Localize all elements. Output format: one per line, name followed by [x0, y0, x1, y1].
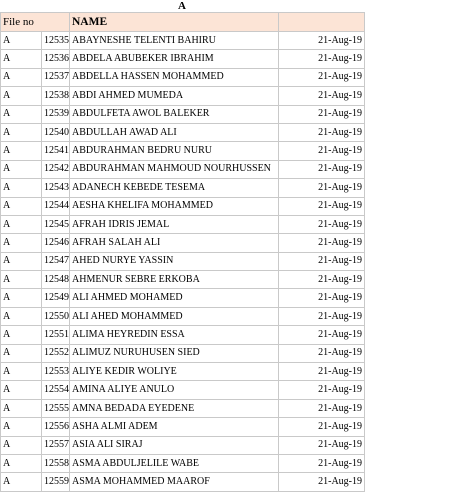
category-cell[interactable]: A: [1, 123, 42, 141]
category-cell[interactable]: A: [1, 289, 42, 307]
date-cell[interactable]: 21-Aug-19: [279, 179, 365, 197]
file-number-cell[interactable]: 12545: [42, 215, 70, 233]
name-cell[interactable]: ALIYE KEDIR WOLIYE: [70, 363, 279, 381]
category-cell[interactable]: A: [1, 50, 42, 68]
date-cell[interactable]: 21-Aug-19: [279, 418, 365, 436]
file-number-cell[interactable]: 12555: [42, 399, 70, 417]
file-number-cell[interactable]: 12543: [42, 179, 70, 197]
table-row: [1, 418, 365, 436]
name-cell[interactable]: ASIA ALI SIRAJ: [70, 436, 279, 454]
category-cell[interactable]: A: [1, 307, 42, 325]
name-cell[interactable]: ABAYNESHE TELENTI BAHIRU: [70, 32, 279, 50]
file-number-cell[interactable]: 12537: [42, 68, 70, 86]
name-cell[interactable]: ALIMUZ NURUHUSEN SIED: [70, 344, 279, 362]
category-cell[interactable]: A: [1, 215, 42, 233]
file-number-cell[interactable]: 12539: [42, 105, 70, 123]
table-row: [1, 473, 365, 491]
name-cell[interactable]: ABDURAHMAN MAHMOUD NOURHUSSEN: [70, 160, 279, 178]
name-cell[interactable]: ABDI AHMED MUMEDA: [70, 87, 279, 105]
date-cell[interactable]: 21-Aug-19: [279, 50, 365, 68]
category-cell[interactable]: A: [1, 418, 42, 436]
name-cell[interactable]: ASMA ABDULJELILE WABE: [70, 454, 279, 472]
file-no-header: File no: [1, 13, 70, 32]
date-cell[interactable]: 21-Aug-19: [279, 215, 365, 233]
date-cell[interactable]: 21-Aug-19: [279, 252, 365, 270]
name-cell[interactable]: ABDELA ABUBEKER IBRAHIM: [70, 50, 279, 68]
name-cell[interactable]: ASHA ALMI ADEM: [70, 418, 279, 436]
category-cell[interactable]: A: [1, 32, 42, 50]
category-cell[interactable]: A: [1, 197, 42, 215]
table-row: [1, 436, 365, 454]
table-row: [1, 215, 365, 233]
date-cell[interactable]: 21-Aug-19: [279, 32, 365, 50]
file-number-cell[interactable]: 12552: [42, 344, 70, 362]
category-cell[interactable]: A: [1, 381, 42, 399]
table-row: [1, 399, 365, 417]
table-row: [1, 271, 365, 289]
file-number-cell[interactable]: 12546: [42, 234, 70, 252]
category-cell[interactable]: A: [1, 142, 42, 160]
name-cell[interactable]: AMINA ALIYE ANULO: [70, 381, 279, 399]
category-cell[interactable]: A: [1, 87, 42, 105]
name-cell[interactable]: ASMA MOHAMMED MAAROF: [70, 473, 279, 491]
table-row: [1, 197, 365, 215]
records-table: [0, 12, 365, 492]
name-cell[interactable]: ABDURAHMAN BEDRU NURU: [70, 142, 279, 160]
table-row: [1, 363, 365, 381]
date-cell[interactable]: 21-Aug-19: [279, 87, 365, 105]
name-cell[interactable]: AMNA BEDADA EYEDENE: [70, 399, 279, 417]
date-cell[interactable]: 21-Aug-19: [279, 197, 365, 215]
file-number-cell[interactable]: 12558: [42, 454, 70, 472]
category-cell[interactable]: A: [1, 160, 42, 178]
name-cell[interactable]: ALIMA HEYREDIN ESSA: [70, 326, 279, 344]
category-cell[interactable]: A: [1, 399, 42, 417]
file-number-cell[interactable]: 12535: [42, 32, 70, 50]
name-cell[interactable]: ABDELLA HASSEN MOHAMMED: [70, 68, 279, 86]
table-row: [1, 289, 365, 307]
date-cell[interactable]: 21-Aug-19: [279, 307, 365, 325]
table-row: [1, 381, 365, 399]
table-row: [1, 454, 365, 472]
category-cell[interactable]: A: [1, 105, 42, 123]
date-cell[interactable]: 21-Aug-19: [279, 105, 365, 123]
file-number-cell[interactable]: 12548: [42, 271, 70, 289]
name-cell[interactable]: ALI AHMED MOHAMED: [70, 289, 279, 307]
table-row: [1, 307, 365, 325]
date-cell[interactable]: 21-Aug-19: [279, 123, 365, 141]
date-cell[interactable]: 21-Aug-19: [279, 473, 365, 491]
table-row: [1, 87, 365, 105]
name-header: NAME: [70, 13, 279, 32]
name-cell[interactable]: ABDULLAH AWAD ALI: [70, 123, 279, 141]
file-number-cell[interactable]: 12553: [42, 363, 70, 381]
name-cell[interactable]: ADANECH KEBEDE TESEMA: [70, 179, 279, 197]
name-cell[interactable]: AESHA KHELIFA MOHAMMED: [70, 197, 279, 215]
category-cell[interactable]: A: [1, 68, 42, 86]
date-cell[interactable]: 21-Aug-19: [279, 160, 365, 178]
file-number-cell[interactable]: 12559: [42, 473, 70, 491]
date-cell[interactable]: 21-Aug-19: [279, 454, 365, 472]
sheet-title: A: [178, 0, 186, 12]
date-cell[interactable]: 21-Aug-19: [279, 344, 365, 362]
date-cell[interactable]: 21-Aug-19: [279, 381, 365, 399]
file-number-cell[interactable]: 12541: [42, 142, 70, 160]
file-number-cell[interactable]: 12542: [42, 160, 70, 178]
table-row: [1, 234, 365, 252]
date-cell[interactable]: 21-Aug-19: [279, 271, 365, 289]
table-row: [1, 179, 365, 197]
table-row: [1, 160, 365, 178]
category-cell[interactable]: A: [1, 363, 42, 381]
table-row: [1, 32, 365, 50]
name-cell[interactable]: AHED NURYE YASSIN: [70, 252, 279, 270]
date-cell[interactable]: 21-Aug-19: [279, 363, 365, 381]
category-cell[interactable]: A: [1, 326, 42, 344]
table-header-row: [1, 13, 365, 32]
file-number-cell[interactable]: 12551: [42, 326, 70, 344]
category-cell[interactable]: A: [1, 436, 42, 454]
table-row: [1, 252, 365, 270]
name-cell[interactable]: AFRAH SALAH ALI: [70, 234, 279, 252]
date-cell[interactable]: 21-Aug-19: [279, 142, 365, 160]
category-cell[interactable]: A: [1, 252, 42, 270]
date-cell[interactable]: 21-Aug-19: [279, 326, 365, 344]
name-cell[interactable]: ALI AHED MOHAMMED: [70, 307, 279, 325]
name-cell[interactable]: AFRAH IDRIS JEMAL: [70, 215, 279, 233]
table-row: [1, 344, 365, 362]
name-cell[interactable]: ABDULFETA AWOL BALEKER: [70, 105, 279, 123]
file-number-cell[interactable]: 12550: [42, 307, 70, 325]
date-cell[interactable]: 21-Aug-19: [279, 436, 365, 454]
file-number-cell[interactable]: 12547: [42, 252, 70, 270]
file-number-cell[interactable]: 12538: [42, 87, 70, 105]
table-row: [1, 105, 365, 123]
file-number-cell[interactable]: 12536: [42, 50, 70, 68]
date-cell[interactable]: 21-Aug-19: [279, 68, 365, 86]
file-number-cell[interactable]: 12554: [42, 381, 70, 399]
category-cell[interactable]: A: [1, 271, 42, 289]
table-row: [1, 123, 365, 141]
category-cell[interactable]: A: [1, 473, 42, 491]
date-header: [279, 13, 365, 32]
category-cell[interactable]: A: [1, 454, 42, 472]
table-row: [1, 326, 365, 344]
date-cell[interactable]: 21-Aug-19: [279, 289, 365, 307]
file-number-cell[interactable]: 12544: [42, 197, 70, 215]
file-number-cell[interactable]: 12557: [42, 436, 70, 454]
category-cell[interactable]: A: [1, 344, 42, 362]
table-row: [1, 50, 365, 68]
date-cell[interactable]: 21-Aug-19: [279, 399, 365, 417]
category-cell[interactable]: A: [1, 179, 42, 197]
file-number-cell[interactable]: 12556: [42, 418, 70, 436]
file-number-cell[interactable]: 12540: [42, 123, 70, 141]
category-cell[interactable]: A: [1, 234, 42, 252]
name-cell[interactable]: AHMENUR SEBRE ERKOBA: [70, 271, 279, 289]
file-number-cell[interactable]: 12549: [42, 289, 70, 307]
table-row: [1, 68, 365, 86]
date-cell[interactable]: 21-Aug-19: [279, 234, 365, 252]
table-row: [1, 142, 365, 160]
